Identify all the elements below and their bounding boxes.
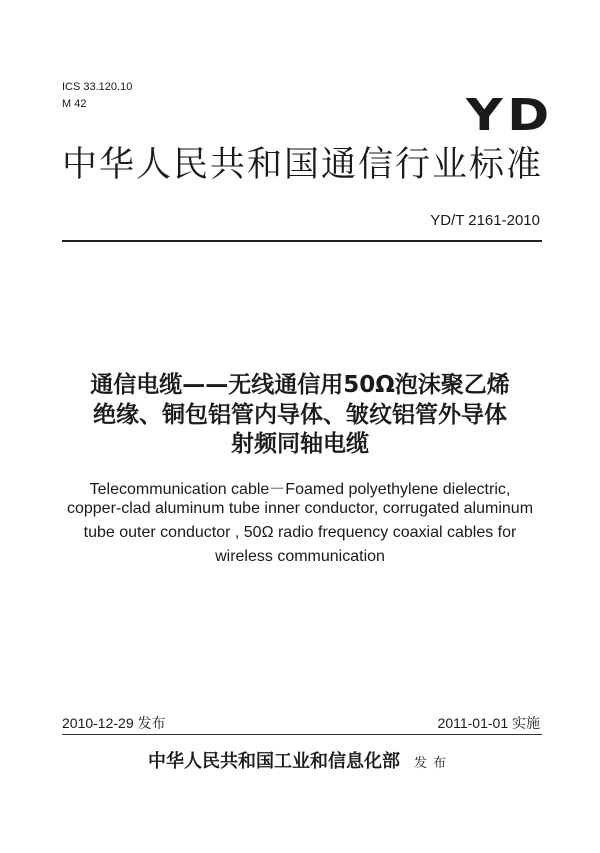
standard-body-title: 中华人民共和国通信行业标准 xyxy=(62,145,544,185)
title-en-line: copper-clad aluminum tube inner conductor, corrugated aluminum xyxy=(66,500,534,517)
ics-code: ICS 33.120.10 xyxy=(62,81,133,93)
title-cn-line: 绝缘、铜包铝管内导体、皱纹铝管外导体 xyxy=(93,402,507,428)
title-en-line: tube outer conductor , 50Ω radio frequency coaxial cables for xyxy=(83,524,517,541)
divider xyxy=(62,734,542,735)
category-code: M 42 xyxy=(62,98,87,110)
publisher-name: 中华人民共和国工业和信息化部 xyxy=(147,751,400,772)
divider xyxy=(62,240,542,242)
title-en-line: Telecommunication cable－Foamed polyethylene dielectric, xyxy=(89,481,511,498)
title-cn-line: 射频同轴电缆 xyxy=(231,431,369,457)
issue-date: 2010-12-29 发布 xyxy=(62,715,166,731)
publish-label: 发布 xyxy=(413,756,452,771)
implement-date: 2011-01-01 实施 xyxy=(437,715,540,731)
title-cn-line: 通信电缆——无线通信用50Ω泡沫聚乙烯 xyxy=(90,372,510,398)
title-en-line: wireless communication xyxy=(215,548,385,565)
publisher xyxy=(0,747,600,773)
yd-logo: YD xyxy=(466,90,554,141)
standard-code: YD/T 2161-2010 xyxy=(430,212,540,229)
